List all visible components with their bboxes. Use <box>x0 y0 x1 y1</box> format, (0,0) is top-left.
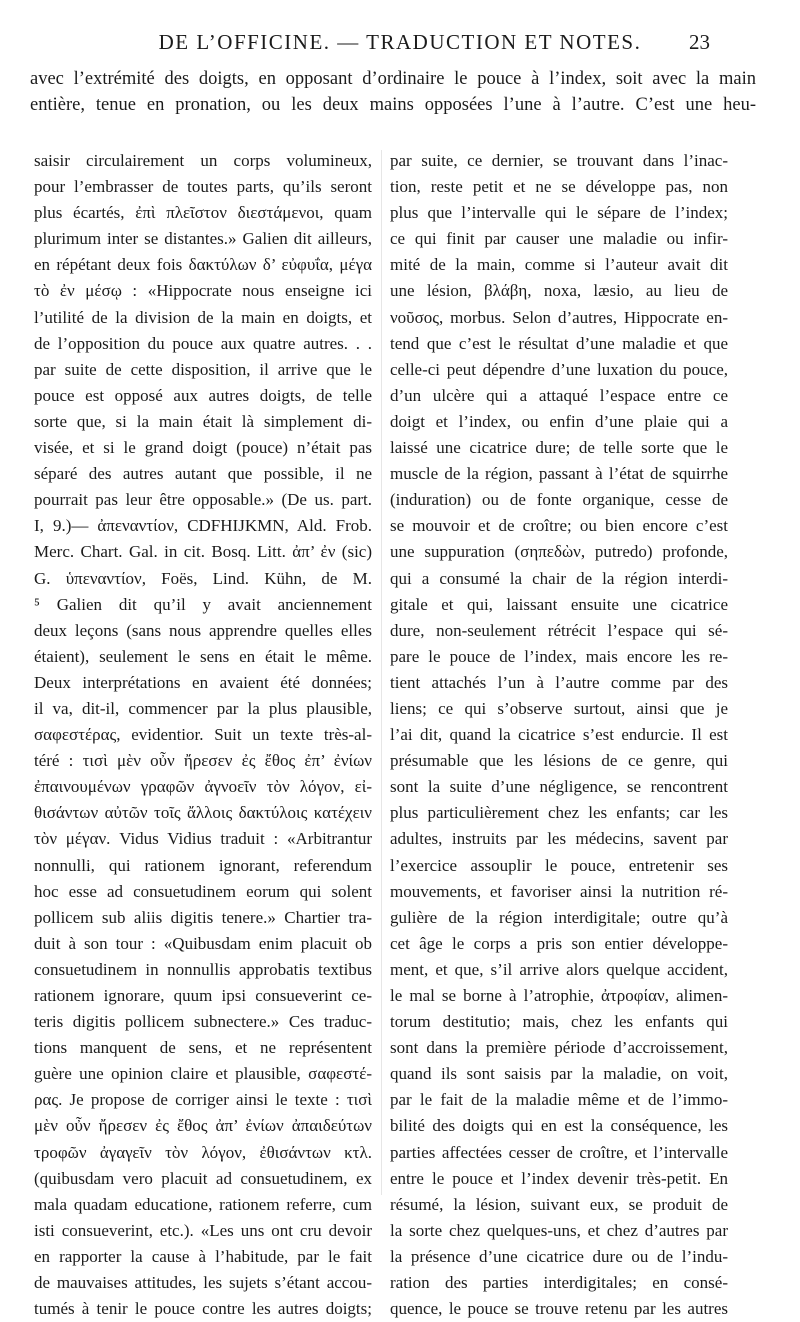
text-line: tient attachés l’un à l’autre comme par des <box>390 672 728 692</box>
text-line: τροφῶν ἀγαγεῖν τὸν λόγον, ἐθισάντων κτλ. <box>34 1142 372 1162</box>
text-line: (quibusdam vero placuit ad consuetudinem, ex <box>34 1168 372 1188</box>
text-line: plurimum inter se distantes.» Galien dit ailleurs, <box>34 229 372 249</box>
text-line: μὲν οὖν ἤρεσεν ἐς ἔθος ἀπ’ ἐνίων ἀπαιδεύτων <box>34 1116 372 1136</box>
text-line: mité de la main, comme si l’auteur avait dit <box>390 255 728 275</box>
text-line: liens; ce qui s’observe surtout, ainsi que je <box>390 698 728 718</box>
text-line: pourrait pas leur être opposable.» (De us. part. <box>34 490 372 510</box>
text-line: plus écartés, ἐπὶ πλεῖστον διεστάμενοι, quam <box>34 203 372 223</box>
text-line: νοῦσος, morbus. Selon d’autres, Hippocrate en- <box>390 307 728 327</box>
text-line: ρας. Je propose de corriger ainsi le texte : τισὶ <box>34 1090 372 1110</box>
text-line: tend que c’est le résultat d’une maladie et que <box>390 333 728 353</box>
text-line: adultes, instruits par les médecins, savent par <box>390 829 728 849</box>
text-line: parties affectées cesser de croître, et l’intervalle <box>390 1142 728 1162</box>
text-line: muscle de la région, passant à l’état de squirrhe <box>390 464 728 484</box>
text-line: de mauvaises attitudes, les sujets s’étant accou- <box>34 1273 372 1293</box>
text-line: Merc. Chart. Gal. in cit. Bosq. Litt. ἀπ’ ἐν (sic) <box>34 542 372 562</box>
text-line: duit à son tour : «Quibusdam enim placuit ob <box>34 933 372 953</box>
text-line: nonnulli, qui rationem ignorant, referendum <box>34 855 372 875</box>
text-line: cet âge le corps a pris son entier développe- <box>390 933 728 953</box>
text-line: σαφεστέρας, evidentior. Suit un texte très-al- <box>34 725 372 745</box>
text-line: avec l’extrémité des doigts, en opposant d’ordinaire le pouce à l’index, soit avec la main <box>30 69 756 89</box>
text-line: dure, non-seulement rétrécit l’espace qui sé- <box>390 620 728 640</box>
text-line: (induration) ou de fonte organique, cesse de <box>390 490 728 510</box>
text-line: une lésion, βλάβη, noxa, læsio, au lieu de <box>390 281 728 301</box>
running-title: DE L’OFFICINE. — TRADUCTION ET NOTES. <box>158 30 642 54</box>
text-line: guère une opinion claire et plausible, σαφεστέ- <box>34 1064 372 1084</box>
text-line: pouce est opposé aux autres doigts, de telle <box>34 385 372 405</box>
column-gutter <box>381 150 382 1195</box>
text-line: hoc esse ad consuetudinem eorum qui solent <box>34 881 372 901</box>
text-line: l’utilité de la division de la main en doigts, et <box>34 307 372 327</box>
text-line: quence, le pouce se trouve retenu par les autres <box>390 1299 728 1319</box>
text-line: isti consueverint, etc.). «Les uns ont cru devoir <box>34 1220 372 1240</box>
text-line: étaient), seulement le sens en était le même. <box>34 646 372 666</box>
text-line: sont dans la première période d’accroissement, <box>390 1038 728 1058</box>
text-line: gitale et qui, laissant ensuite une cicatrice <box>390 594 728 614</box>
text-line: τὸ ἐν μέσῳ : «Hippocrate nous enseigne ici <box>34 281 372 301</box>
text-line: torum destitutio; mais, chez les enfants qui <box>390 1012 728 1032</box>
text-line: en rapporter la cause à l’habitude, par le fait <box>34 1246 372 1266</box>
text-line: quand ils sont saisis par la maladie, on voit, <box>390 1064 728 1084</box>
text-line: pare le pouce de l’index, mais encore les re- <box>390 646 728 666</box>
text-line: celle-ci peut dépendre d’une luxation du pouce, <box>390 359 728 379</box>
text-line: G. ὑπεναντίον, Foës, Lind. Kühn, de M. <box>34 568 372 588</box>
text-line: ration des parties interdigitales; en consé- <box>390 1273 728 1293</box>
text-line: saisir circulairement un corps volumineux, <box>34 151 372 170</box>
text-line: rationem ignorare, quum ipsi consueverint ce- <box>34 986 372 1005</box>
text-line: bilité des doigts qui en est la conséquence, les <box>390 1116 728 1136</box>
text-line: la présence d’une cicatrice dure ou de l’indu- <box>390 1246 728 1266</box>
text-line: plus que l’intervalle qui le sépare de l’index; <box>390 203 728 223</box>
left-notes-column <box>34 148 372 1322</box>
text-line: ⁵ Galien dit qu’il y avait anciennement <box>34 594 372 614</box>
text-line: tions manquent de sens, et ne représentent <box>34 1038 372 1058</box>
text-line: entière, tenue en pronation, ou les deux mains opposées l’une à l’autre. C’est une heu- <box>30 95 756 116</box>
page-number: 23 <box>689 30 710 54</box>
text-line: gulière de la région interdigitale; outre qu’à <box>390 907 728 927</box>
text-line: deux leçons (sans nous apprendre quelles elles <box>34 620 372 640</box>
text-line: plus particulièrement chez les enfants; car les <box>390 803 728 823</box>
page-header <box>0 30 800 60</box>
text-line: le mal se borne à l’atrophie, ἀτροφίαν, alimen- <box>390 986 728 1005</box>
text-line: sont la suite d’une négligence, se rencontrent <box>390 777 728 797</box>
text-line: ment, et que, s’il arrive alors quelque accident, <box>390 959 728 979</box>
text-line: résumé, la lésion, suivant eux, se produit de <box>390 1194 728 1214</box>
text-line: τὸν μέγαν. Vidus Vidius traduit : «Arbitrantur <box>34 829 372 849</box>
text-line: mouvements, et favoriser ainsi la nutrition ré- <box>390 881 728 901</box>
text-line: présumable que les lésions de ce genre, qui <box>390 751 728 771</box>
text-line: tion, reste petit et ne se développe pas, non <box>390 177 728 197</box>
text-line: l’ai dit, quand la cicatrice s’est endurcie. Il est <box>390 725 728 745</box>
text-line: qui a consumé la chair de la région interdi- <box>390 568 728 588</box>
text-line: de l’opposition du pouce aux quatre autres. . . <box>34 333 372 353</box>
text-line: doigt et l’index, ou enfin d’une plaie qui a <box>390 411 728 431</box>
text-line: il va, dit-il, commencer par la plus plausible, <box>34 698 372 718</box>
text-line: par suite de cette disposition, il arrive que le <box>34 359 372 379</box>
text-line: pour l’embrasser de toutes parts, qu’ils seront <box>34 177 372 197</box>
text-line: se mouvoir et de croître; ou bien encore c’est <box>390 516 728 536</box>
text-line: consuetudinem in nonnullis approbatis textibus <box>34 959 372 979</box>
text-line: sorte que, si la main était là simplement di- <box>34 411 372 431</box>
text-line: d’un ulcère qui a attaqué l’espace entre ce <box>390 385 728 405</box>
text-line: laissé une cicatrice dure; de telle sorte que le <box>390 438 728 458</box>
text-line: par le fait de la maladie même et de l’immo- <box>390 1090 728 1110</box>
text-line: teris digitis pollicem subnectere.» Ces traduc- <box>34 1012 372 1032</box>
text-line: visée, et si le grand doigt (pouce) n’était pas <box>34 438 372 458</box>
text-line: pollicem sub aliis digitis tenere.» Chartier tra- <box>34 907 372 927</box>
text-line: θισάντων αὐτῶν τοῖς ἄλλοις δακτύλοις κατέχειν <box>34 803 372 823</box>
intro-paragraph <box>30 66 756 118</box>
text-line: une suppuration (σηπεδὼν, putredo) profonde, <box>390 542 728 562</box>
text-line: mala quadam educatione, rationem referre, cum <box>34 1194 372 1214</box>
text-line: ἐπαινουμένων γραφῶν ἀγνοεῖν τὸν λόγον, εἰ- <box>34 777 372 797</box>
text-line: la sorte chez quelques-uns, et chez d’autres par <box>390 1220 728 1240</box>
text-line: Deux interprétations en avaient été données; <box>34 672 372 692</box>
text-line: par suite, ce dernier, se trouvant dans l’inac- <box>390 151 728 170</box>
text-line: I, 9.)— ἀπεναντίον, CDFHIJKMN, Ald. Frob. <box>34 516 372 536</box>
text-line: téré : τισὶ μὲν οὖν ἤρεσεν ἐς ἔθος ἐπ’ ἐνίων <box>34 751 372 771</box>
text-line: séparé des autres autant que possible, il ne <box>34 464 372 484</box>
right-notes-column <box>390 148 728 1322</box>
text-line: ce qui finit par causer une maladie ou infir- <box>390 229 728 249</box>
text-line: en répétant deux fois δακτύλων δ’ εὐφυΐα, μέγα <box>34 255 372 275</box>
text-line: entre le pouce et l’index devenir très-petit. En <box>390 1168 728 1188</box>
text-line: l’exercice assouplir le pouce, entretenir ses <box>390 855 728 875</box>
text-line: tumés à tenir le pouce contre les autres doigts; <box>34 1299 372 1319</box>
